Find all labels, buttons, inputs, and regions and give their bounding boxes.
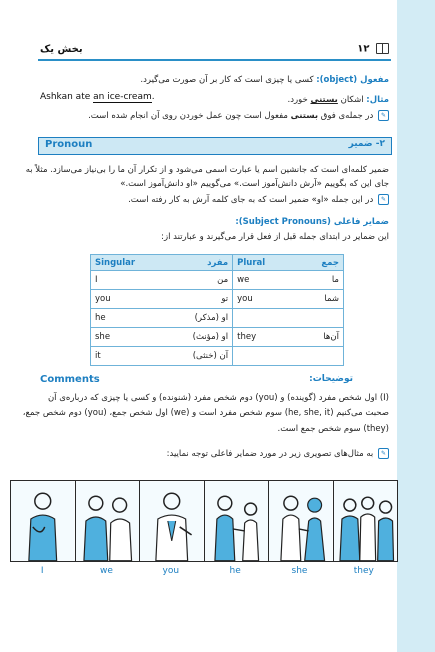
- pronoun-text-3: [128, 194, 389, 206]
- example-fa-object: بستنی: [310, 95, 338, 105]
- note-pictures: [167, 448, 389, 460]
- table-row: [91, 271, 344, 290]
- example-fa-post: خورد.: [287, 95, 311, 105]
- plural-en: they: [237, 332, 257, 342]
- pronoun-text-3-content: در این جمله «او» ضمیر است که به جای کلمه آرش به کار رفته است.: [128, 195, 374, 205]
- picture-label: he: [229, 566, 241, 576]
- plural-cell: [233, 290, 344, 309]
- picture-panel-i: [11, 481, 76, 561]
- note1-pre: در جمله‌ی فوق: [318, 111, 374, 121]
- book-icon: [376, 43, 389, 54]
- pronoun-table: [90, 254, 344, 366]
- comments-line-1: (I) اول شخص مفرد (گوینده) و (you) دوم شخص مفرد (شنونده) و کسی یا چیزی که درباره‌ی آن: [47, 393, 389, 403]
- tip-icon: ✎: [378, 448, 389, 459]
- table-row: [91, 347, 344, 366]
- picture-label: we: [100, 566, 113, 576]
- object-label: مفعول (object):: [316, 75, 389, 85]
- table-row: [91, 290, 344, 309]
- singular-en: I: [95, 275, 98, 285]
- person-pointing-forward-illustration: [140, 481, 204, 561]
- subject-pronouns-desc: این ضمایر در ابتدای جمله قبل از فعل قرار می‌گیرند و عبارتند از:: [161, 232, 389, 242]
- example-en-object: an ice-cream: [93, 92, 152, 102]
- picture-label: I: [40, 566, 44, 576]
- singular-en: you: [95, 294, 111, 304]
- header-plural-fa: جمع: [321, 257, 339, 268]
- plural-cell: [233, 347, 344, 366]
- singular-fa: آن (خنثی): [192, 351, 229, 361]
- section-title: بخش یک: [40, 44, 83, 55]
- example-en-post: .: [151, 92, 155, 102]
- picture-label: they: [353, 566, 374, 576]
- object-definition: [140, 74, 389, 86]
- tip-icon: ✎: [378, 110, 389, 121]
- table-row: [91, 328, 344, 347]
- picture-labels: [10, 566, 396, 576]
- page-number-text: ۱۲: [357, 43, 370, 55]
- person-pointing-self-illustration: [11, 481, 75, 561]
- singular-cell: [91, 347, 233, 366]
- singular-fa: او (مؤنث): [192, 332, 229, 342]
- picture-panel-we: [76, 481, 141, 561]
- note-pictures-text: به مثال‌های تصویری زیر در مورد ضمایر فاعلی توجه نمایید:: [166, 449, 374, 459]
- pronoun-text-2: جای این که بگوییم «آرش دانش‌آموز است.» می‌گوییم «او دانش‌آموز است.»: [120, 179, 389, 189]
- header-singular-fa: مفرد: [207, 257, 229, 268]
- header-singular-en: Singular: [95, 257, 136, 268]
- table-header-row: [91, 255, 344, 271]
- singular-cell: [91, 290, 233, 309]
- two-people-illustration: [76, 481, 140, 561]
- example-fa-pre: اشکان: [337, 95, 364, 105]
- group-of-people-illustration: [334, 481, 398, 561]
- picture-panel-they: [334, 481, 398, 561]
- side-strip: [397, 0, 435, 652]
- pronoun-picture-strip: [10, 480, 398, 562]
- plural-fa: ما: [331, 275, 339, 285]
- pronoun-text-1: ضمیر کلمه‌ای است که جانشین اسم یا عبارت اسمی می‌شود و از تکرار آن ما را بی‌نیاز می‌سازد. مثلاً به: [25, 165, 389, 175]
- comments-line-2: صحبت می‌کنیم (he, she, it) سوم شخص مفرد است و (we) اول شخص جمع، (you) دوم شخص جمع،: [22, 408, 389, 418]
- woman-illustration: [269, 481, 333, 561]
- singular-en: it: [95, 351, 101, 361]
- plural-fa: شما: [324, 294, 339, 304]
- section-title-en: Pronoun: [45, 139, 93, 150]
- note1-post: مفعول است چون عمل خوردن روی آن انجام شده است.: [88, 111, 291, 121]
- singular-cell: [91, 271, 233, 290]
- comments-heading-en: Comments: [40, 374, 100, 385]
- picture-panel-you: [140, 481, 205, 561]
- picture-label: she: [291, 566, 308, 576]
- section-title-fa: ۲- ضمیر: [348, 139, 385, 149]
- page-number: [357, 43, 389, 55]
- subject-pronouns-heading: ضمایر فاعلی (Subject Pronouns):: [235, 217, 389, 227]
- picture-panel-he: [205, 481, 270, 561]
- plural-cell: [233, 309, 344, 328]
- plural-cell: [233, 328, 344, 347]
- note1-bold: بستنی: [290, 111, 319, 121]
- header-rule: [38, 59, 391, 61]
- plural-en: we: [237, 275, 250, 285]
- singular-en: she: [95, 332, 111, 342]
- singular-fa: او (مذکر): [194, 313, 229, 323]
- tip-icon: ✎: [378, 194, 389, 205]
- example-label: مثال:: [366, 95, 389, 105]
- singular-cell: [91, 309, 233, 328]
- picture-panel-she: [269, 481, 334, 561]
- comments-heading-fa: توضیحات:: [309, 374, 353, 384]
- example-english: [40, 92, 155, 102]
- comments-line-3: (they) سوم شخص جمع است.: [277, 424, 389, 434]
- table-row: [91, 309, 344, 328]
- section-banner: [38, 137, 392, 155]
- plural-cell: [233, 271, 344, 290]
- object-text: کسی یا چیزی است که کار بر آن صورت می‌گیرد.: [140, 75, 314, 85]
- singular-cell: [91, 328, 233, 347]
- singular-fa: تو: [221, 294, 229, 304]
- note-object: [88, 110, 389, 122]
- example-en-pre: Ashkan ate: [40, 92, 94, 102]
- header-plural-en: Plural: [237, 257, 266, 268]
- plural-fa: آن‌ها: [323, 332, 339, 342]
- singular-en: he: [95, 313, 106, 323]
- picture-label: you: [162, 566, 180, 576]
- singular-fa: من: [217, 275, 229, 285]
- example-persian: [288, 94, 389, 106]
- plural-en: you: [237, 294, 253, 304]
- header-singular: [91, 255, 233, 271]
- man-illustration: [205, 481, 269, 561]
- header-plural: [233, 255, 344, 271]
